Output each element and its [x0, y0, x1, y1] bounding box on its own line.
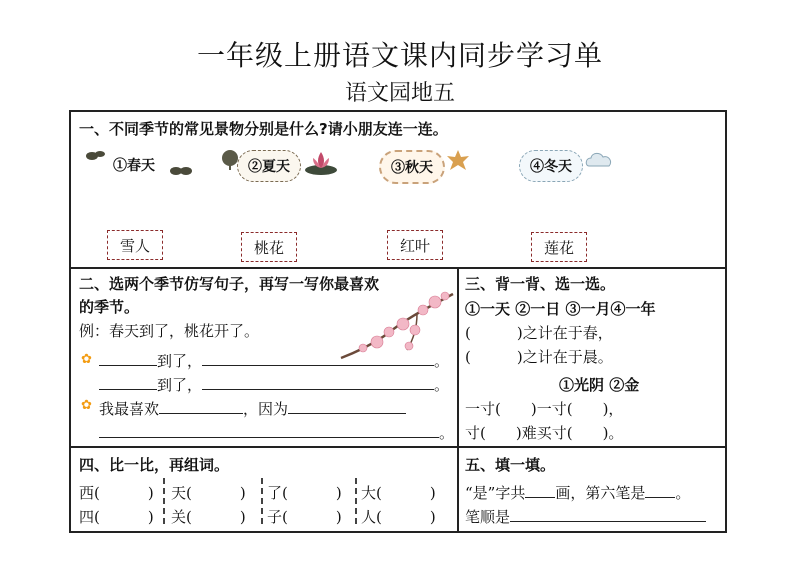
blank-reason-continued[interactable]	[99, 423, 439, 438]
word-peach-blossom: 桃花	[241, 232, 297, 262]
section2-title-line2: 的季节。	[79, 298, 140, 316]
flower-bullet-icon: ✿	[81, 352, 92, 367]
char-cell-guan[interactable]: 关( )	[171, 508, 246, 526]
leaf-icon	[169, 162, 193, 180]
divider-row2	[71, 446, 725, 448]
blank-stroke-count[interactable]	[525, 483, 555, 498]
favorite-season-line[interactable]: 我最喜欢 ，因为	[99, 398, 406, 419]
worksheet-table	[69, 110, 727, 533]
idiom-line-2[interactable]: 寸( )难买寸( )。	[465, 424, 624, 442]
char-cell-le[interactable]: 了( )	[267, 484, 342, 502]
section5-title: 五、填一填。	[465, 456, 556, 474]
stroke-count-line[interactable]: “是”字共 画，第六笔是 。	[465, 484, 691, 502]
stroke-order-line[interactable]: 笔顺是	[465, 506, 706, 527]
season-autumn: ③秋天	[379, 150, 445, 184]
blank-season-1[interactable]	[99, 351, 157, 366]
season-spring: ①春天	[103, 150, 165, 180]
section4-title: 四、比一比，再组词。	[79, 456, 230, 474]
snow-cloud-icon	[583, 146, 617, 176]
page-subtitle: 语文园地五	[344, 81, 455, 106]
maple-leaf-icon	[445, 148, 471, 172]
write-line-1[interactable]: 到了， 。	[99, 350, 449, 371]
blank-line-morning[interactable]: ( )之计在于晨。	[465, 348, 613, 366]
word-lotus: 莲花	[531, 232, 587, 262]
season-summer: ②夏天	[237, 150, 301, 182]
idiom-line-1[interactable]: 一寸( )一寸( )，	[465, 400, 624, 418]
divider-col	[457, 267, 459, 531]
blank-season-2[interactable]	[99, 375, 157, 390]
write-line-2[interactable]: 到了， 。	[99, 374, 449, 395]
word-snowman: 雪人	[107, 230, 163, 260]
blank-favorite[interactable]	[159, 399, 243, 414]
season-winter: ④冬天	[519, 150, 583, 182]
char-cell-si[interactable]: 四( )	[79, 508, 154, 526]
page-title: 一年级上册语文课内同步学习单	[196, 39, 603, 72]
flower-bullet-icon: ✿	[81, 398, 92, 413]
write-line-3[interactable]: 。	[99, 422, 454, 443]
word-red-leaves: 红叶	[387, 230, 443, 260]
blank-scene-1[interactable]	[202, 351, 434, 366]
example-sentence: 例：春天到了，桃花开了。	[79, 322, 260, 340]
blank-stroke-order[interactable]	[510, 507, 706, 522]
section3-options-2: ①光阴 ②金	[559, 376, 640, 394]
section3-title: 三、背一背、选一选。	[465, 275, 616, 293]
char-cell-ren[interactable]: 人( )	[361, 508, 436, 526]
char-cell-zi[interactable]: 子( )	[267, 508, 342, 526]
blank-scene-2[interactable]	[202, 375, 434, 390]
section1-title: 一、不同季节的常见景物分别是什么?请小朋友连一连。	[79, 120, 448, 138]
char-cell-xi[interactable]: 西( )	[79, 484, 154, 502]
divider-dashed-3	[355, 478, 357, 524]
blank-sixth-stroke[interactable]	[645, 483, 675, 498]
divider-dashed-2	[261, 478, 263, 524]
char-cell-tian[interactable]: 天( )	[171, 484, 246, 502]
section2-title-line1: 二、选两个季节仿写句子，再写一写你最喜欢	[79, 275, 380, 293]
divider-row1	[71, 267, 725, 269]
char-cell-da[interactable]: 大( )	[361, 484, 436, 502]
blank-line-spring[interactable]: ( )之计在于春，	[465, 324, 613, 342]
lotus-flower-icon	[303, 148, 339, 178]
blank-reason[interactable]	[288, 399, 406, 414]
divider-dashed-1	[163, 478, 165, 524]
section3-options-1: ①一天 ②一日 ③一月④一年	[465, 300, 656, 318]
